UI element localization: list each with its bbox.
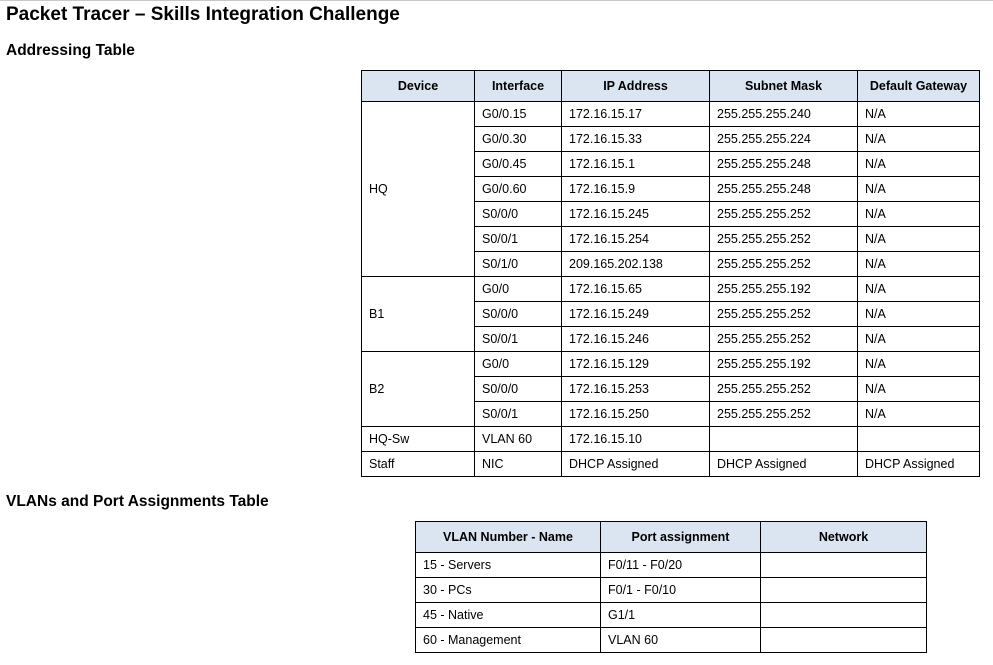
interface-cell: S0/0/0 <box>475 202 562 227</box>
vlan-number-name-cell: 30 - PCs <box>416 578 601 603</box>
port-assignment-cell: F0/11 - F0/20 <box>601 553 761 578</box>
vlan-table-header-row <box>416 522 927 553</box>
default-gateway-cell <box>858 427 980 452</box>
ip-address-cell: 172.16.15.254 <box>562 227 710 252</box>
vlan-table-body <box>416 553 927 653</box>
interface-cell: G0/0.30 <box>475 127 562 152</box>
subnet-mask-cell: 255.255.255.252 <box>710 252 858 277</box>
ip-address-cell: 172.16.15.246 <box>562 327 710 352</box>
network-cell <box>761 553 927 578</box>
interface-cell: S0/0/1 <box>475 402 562 427</box>
ip-address-cell: 209.165.202.138 <box>562 252 710 277</box>
subnet-mask-cell: 255.255.255.252 <box>710 327 858 352</box>
table-row <box>362 102 980 127</box>
subnet-mask-cell: 255.255.255.252 <box>710 302 858 327</box>
vlan-port-assignments-table <box>415 521 927 653</box>
column-header-default-gateway: Default Gateway <box>858 71 980 102</box>
device-cell: B1 <box>362 277 475 352</box>
default-gateway-cell: N/A <box>858 327 980 352</box>
column-header-port-assignment: Port assignment <box>601 522 761 553</box>
default-gateway-cell: N/A <box>858 127 980 152</box>
column-header-vlan-number-name: VLAN Number - Name <box>416 522 601 553</box>
column-header-interface: Interface <box>475 71 562 102</box>
subnet-mask-cell <box>710 427 858 452</box>
column-header-network: Network <box>761 522 927 553</box>
subnet-mask-cell: 255.255.255.192 <box>710 352 858 377</box>
default-gateway-cell: N/A <box>858 177 980 202</box>
ip-address-cell: 172.16.15.65 <box>562 277 710 302</box>
interface-cell: VLAN 60 <box>475 427 562 452</box>
ip-address-cell: 172.16.15.245 <box>562 202 710 227</box>
column-header-device: Device <box>362 71 475 102</box>
ip-address-cell: 172.16.15.17 <box>562 102 710 127</box>
ip-address-cell: 172.16.15.250 <box>562 402 710 427</box>
network-cell <box>761 628 927 653</box>
interface-cell: G0/0 <box>475 277 562 302</box>
ip-address-cell: 172.16.15.253 <box>562 377 710 402</box>
interface-cell: G0/0.45 <box>475 152 562 177</box>
table-row <box>416 628 927 653</box>
default-gateway-cell: N/A <box>858 152 980 177</box>
device-cell: Staff <box>362 452 475 477</box>
device-cell: B2 <box>362 352 475 427</box>
ip-address-cell: 172.16.15.33 <box>562 127 710 152</box>
vlan-number-name-cell: 60 - Management <box>416 628 601 653</box>
subnet-mask-cell: 255.255.255.248 <box>710 177 858 202</box>
table-row <box>416 603 927 628</box>
port-assignment-cell: F0/1 - F0/10 <box>601 578 761 603</box>
ip-address-cell: 172.16.15.10 <box>562 427 710 452</box>
default-gateway-cell: N/A <box>858 352 980 377</box>
table-row <box>416 578 927 603</box>
subnet-mask-cell: 255.255.255.224 <box>710 127 858 152</box>
port-assignment-cell: VLAN 60 <box>601 628 761 653</box>
subnet-mask-cell: 255.255.255.192 <box>710 277 858 302</box>
interface-cell: G0/0 <box>475 352 562 377</box>
table-row <box>362 427 980 452</box>
port-assignment-cell: G1/1 <box>601 603 761 628</box>
ip-address-cell: 172.16.15.9 <box>562 177 710 202</box>
subnet-mask-cell: 255.255.255.240 <box>710 102 858 127</box>
interface-cell: S0/0/0 <box>475 377 562 402</box>
default-gateway-cell: DHCP Assigned <box>858 452 980 477</box>
table-row <box>416 553 927 578</box>
document-title: Packet Tracer – Skills Integration Challenge <box>6 4 400 25</box>
vlan-number-name-cell: 45 - Native <box>416 603 601 628</box>
default-gateway-cell: N/A <box>858 227 980 252</box>
default-gateway-cell: N/A <box>858 377 980 402</box>
subnet-mask-cell: 255.255.255.252 <box>710 227 858 252</box>
interface-cell: S0/0/1 <box>475 227 562 252</box>
device-cell: HQ-Sw <box>362 427 475 452</box>
default-gateway-cell: N/A <box>858 302 980 327</box>
default-gateway-cell: N/A <box>858 252 980 277</box>
vlan-table-heading: VLANs and Port Assignments Table <box>6 493 269 510</box>
interface-cell: S0/0/1 <box>475 327 562 352</box>
ip-address-cell: 172.16.15.129 <box>562 352 710 377</box>
table-row <box>362 352 980 377</box>
table-row <box>362 452 980 477</box>
interface-cell: S0/0/0 <box>475 302 562 327</box>
interface-cell: NIC <box>475 452 562 477</box>
table-row <box>362 277 980 302</box>
subnet-mask-cell: 255.255.255.248 <box>710 152 858 177</box>
interface-cell: S0/1/0 <box>475 252 562 277</box>
default-gateway-cell: N/A <box>858 202 980 227</box>
ip-address-cell: 172.16.15.1 <box>562 152 710 177</box>
subnet-mask-cell: 255.255.255.252 <box>710 377 858 402</box>
addressing-table-body <box>362 102 980 477</box>
device-cell: HQ <box>362 102 475 277</box>
addressing-table-heading: Addressing Table <box>6 42 135 59</box>
network-cell <box>761 603 927 628</box>
default-gateway-cell: N/A <box>858 102 980 127</box>
addressing-table-header-row <box>362 71 980 102</box>
network-cell <box>761 578 927 603</box>
subnet-mask-cell: 255.255.255.252 <box>710 202 858 227</box>
subnet-mask-cell: DHCP Assigned <box>710 452 858 477</box>
column-header-subnet-mask: Subnet Mask <box>710 71 858 102</box>
addressing-table <box>361 70 980 477</box>
interface-cell: G0/0.15 <box>475 102 562 127</box>
default-gateway-cell: N/A <box>858 402 980 427</box>
ip-address-cell: 172.16.15.249 <box>562 302 710 327</box>
top-border-line <box>0 0 993 1</box>
ip-address-cell: DHCP Assigned <box>562 452 710 477</box>
interface-cell: G0/0.60 <box>475 177 562 202</box>
default-gateway-cell: N/A <box>858 277 980 302</box>
column-header-ip-address: IP Address <box>562 71 710 102</box>
vlan-number-name-cell: 15 - Servers <box>416 553 601 578</box>
subnet-mask-cell: 255.255.255.252 <box>710 402 858 427</box>
